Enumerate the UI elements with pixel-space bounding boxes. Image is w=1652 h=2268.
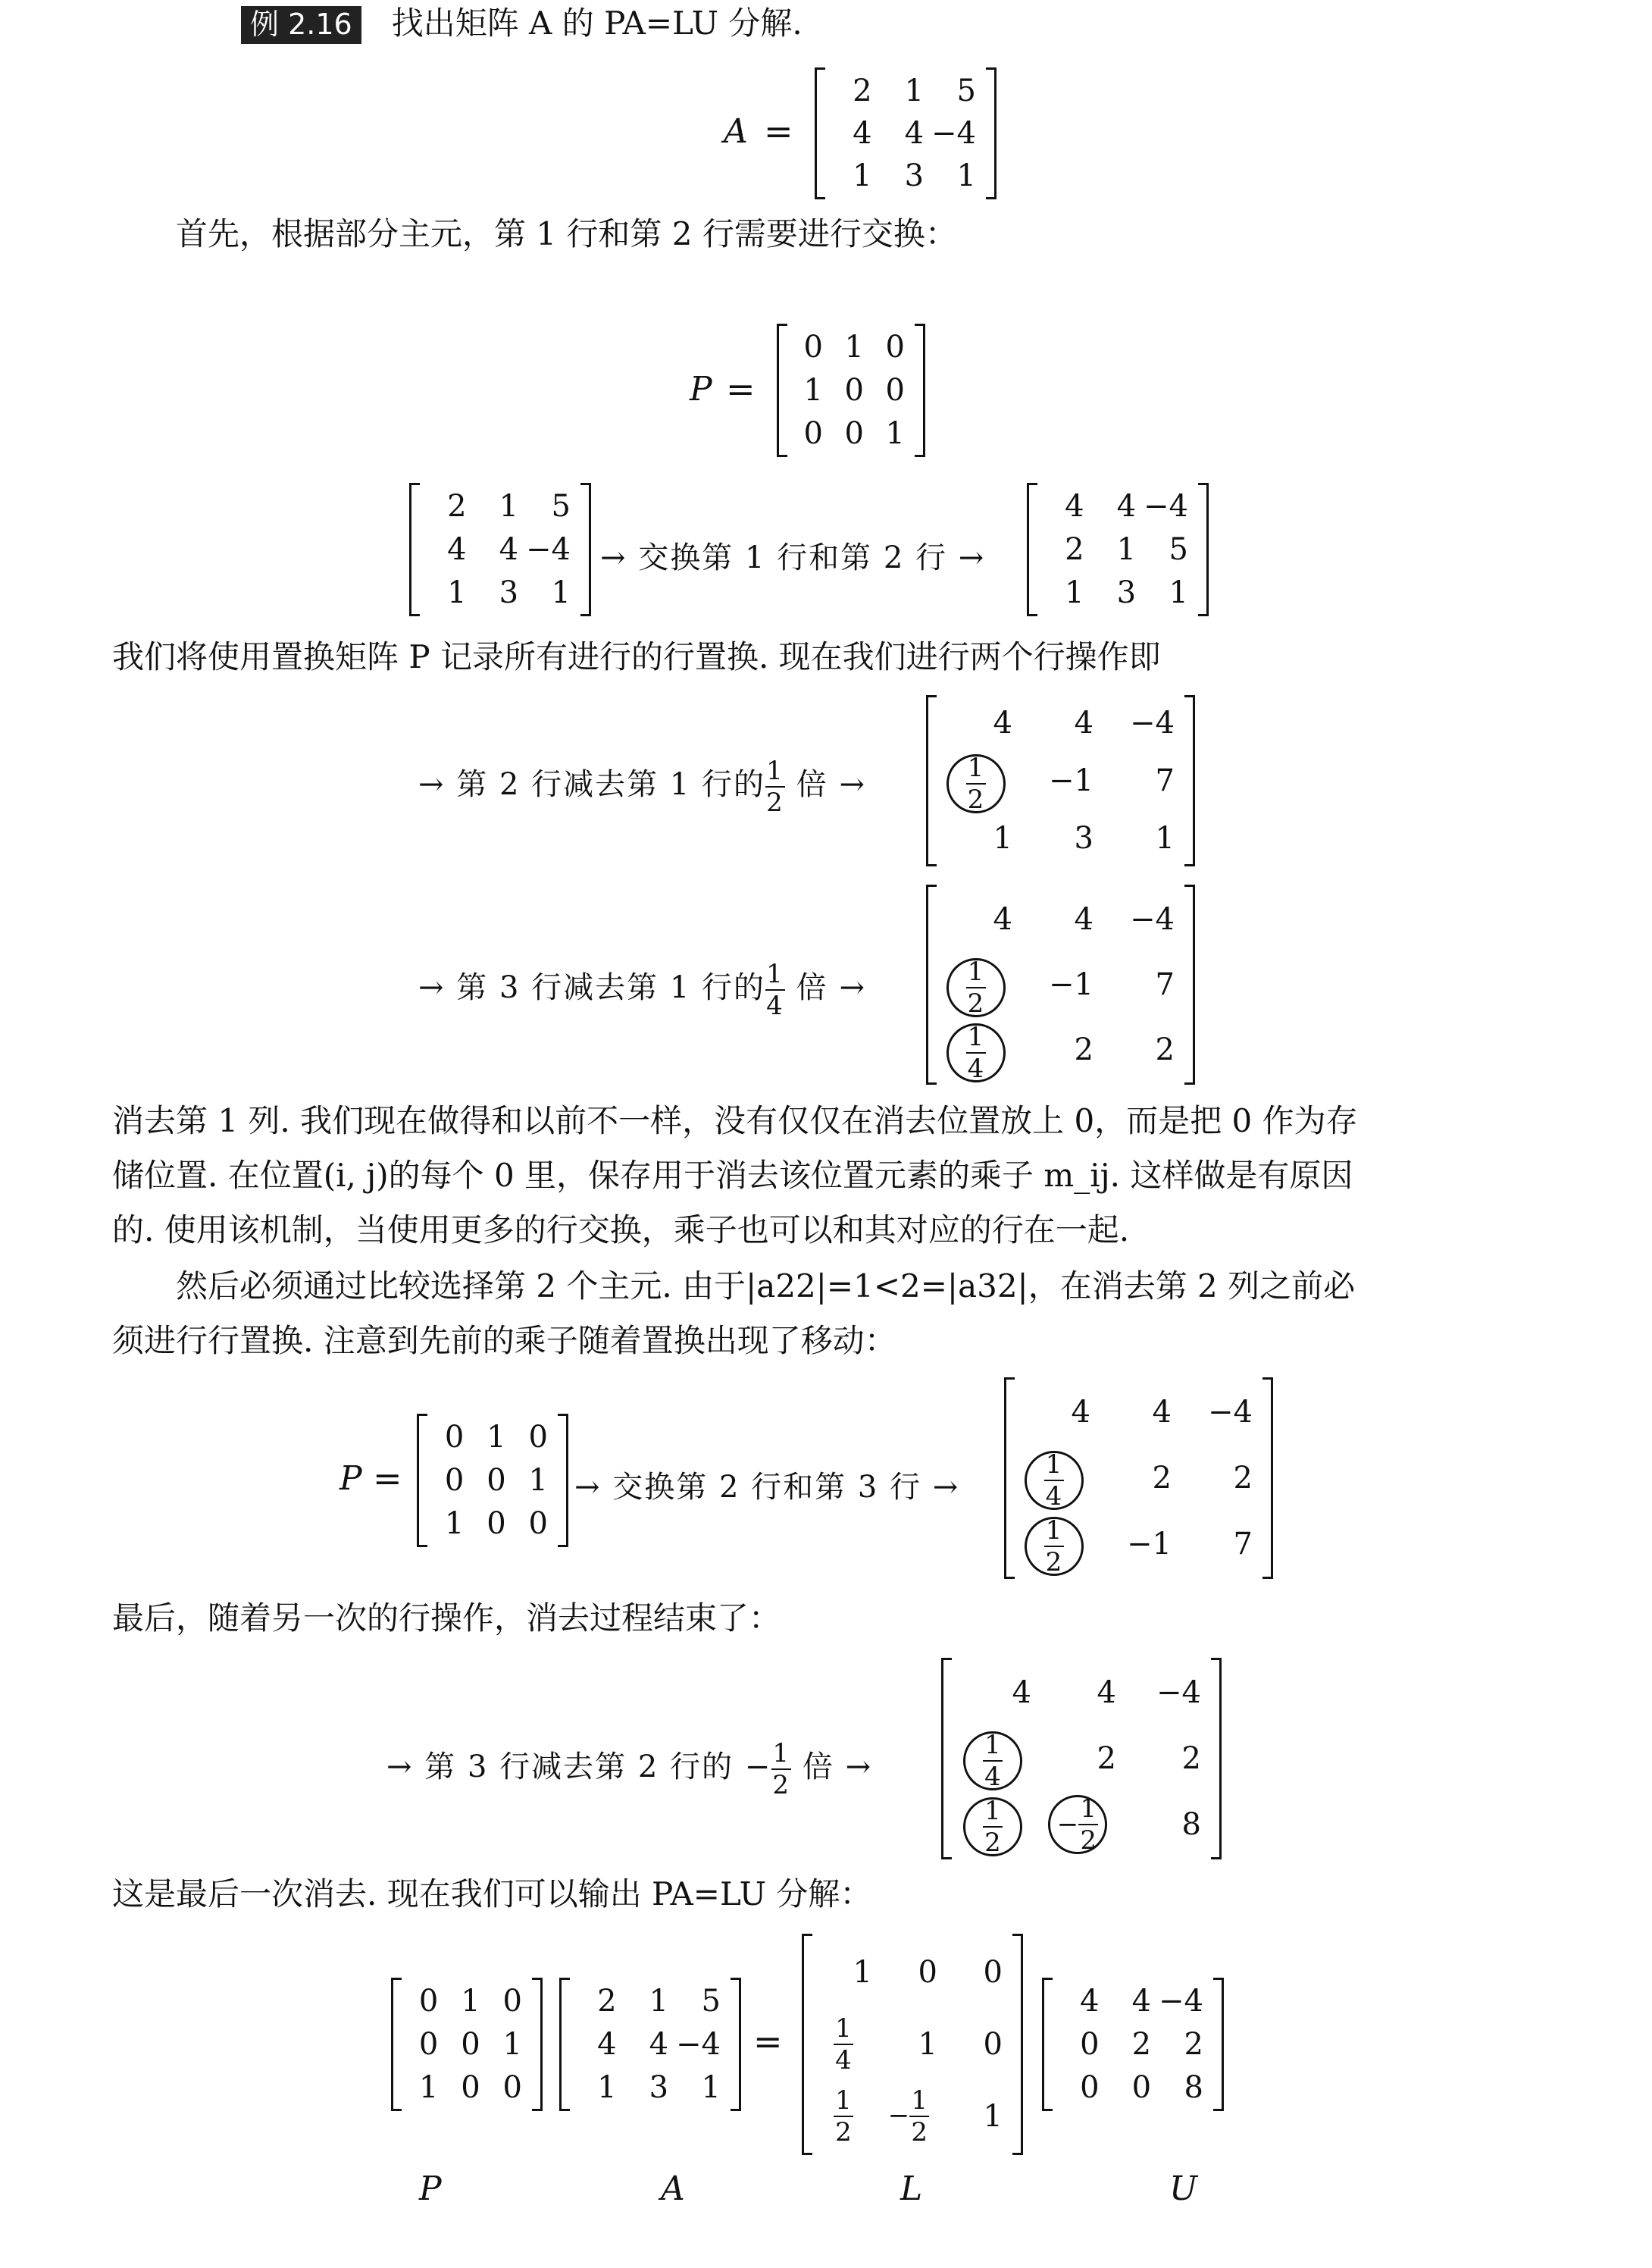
- matrix-cell: 3: [499, 575, 519, 610]
- matrix-cell: 2: [1097, 1740, 1116, 1776]
- matrix-cell: 1: [649, 1984, 669, 2019]
- matrix-cell: −4: [1159, 1984, 1203, 2019]
- matrix-cell: −4: [1144, 489, 1188, 525]
- matrix-after-op-1: [926, 697, 1195, 864]
- matrix-cell: 2: [1131, 2026, 1152, 2062]
- matrix-cell: 0: [918, 1954, 937, 1990]
- equals-sign: =: [373, 1458, 402, 1499]
- matrix-cell: −4: [1208, 1395, 1253, 1430]
- multiplier-cell: − $\frac{1}{2}$: [1039, 1795, 1124, 1854]
- matrix-cell: 1: [461, 1984, 480, 2019]
- arrow: →: [839, 767, 866, 802]
- matrix-cell: −1: [1049, 967, 1094, 1002]
- matrix-cell: 1: [885, 415, 905, 451]
- paragraph-3-line-1: 消去第 1 列. 我们现在做得和以前不一样，没有仅仅在消去位置放上 0，而是把 0 作为存: [112, 1102, 1358, 1139]
- matrix-cell: 1: [904, 74, 925, 108]
- arrow: →: [386, 1750, 414, 1784]
- matrix-cell: 0: [502, 2069, 522, 2105]
- matrix-cell: 0: [803, 330, 823, 365]
- swap-text: 交换第 1 行和第 2 行: [638, 540, 947, 575]
- matrix-cell: 5: [701, 1984, 721, 2019]
- matrix-cell: 0: [1080, 2026, 1100, 2062]
- matrix-cell: 0: [844, 415, 864, 451]
- matrix-cell: 0: [487, 1505, 506, 1541]
- matrix-cell: 0: [502, 1984, 522, 2019]
- matrix-cell: 1: [956, 158, 976, 193]
- matrix-cell: 0: [461, 2026, 480, 2062]
- example-intro: 找出矩阵 A 的 PA=LU 分解.: [391, 5, 803, 42]
- caption-U: U: [1169, 2169, 1198, 2208]
- matrix-cell: 5: [551, 489, 571, 525]
- matrix-A-before-swap: [409, 485, 591, 614]
- paragraph-3-line-2: 储位置. 在位置(i, j)的每个 0 里，保存用于消去该位置元素的乘子 m_ij. 这样做是有原因: [112, 1157, 1353, 1194]
- swap-row1-row2-label: [600, 534, 985, 577]
- arrow: →: [418, 767, 446, 802]
- matrix-cell: 3: [1074, 821, 1094, 857]
- matrix-cell: 0: [983, 1954, 1003, 1990]
- arrow: →: [839, 970, 866, 1005]
- arrow: →: [418, 970, 446, 1005]
- row-operation-2: [418, 961, 866, 1019]
- matrix-cell: 2: [1152, 1460, 1172, 1496]
- fraction: $\frac{1}{2}$: [772, 1738, 791, 1800]
- matrix-cell: −1: [1127, 1526, 1172, 1562]
- matrix-cell: $\frac{1}{4}$: [815, 2016, 880, 2073]
- matrix-cell: 1: [853, 1954, 872, 1990]
- multiplier-cell: $\frac{1}{2}$: [939, 749, 1020, 813]
- matrix-cell: 1: [844, 330, 864, 365]
- swap-text: 交换第 2 行和第 3 行: [612, 1470, 921, 1505]
- fraction: $\frac{1}{2}$: [766, 756, 784, 818]
- matrix-cell: 3: [649, 2069, 669, 2105]
- matrix-cell: 1: [918, 2026, 937, 2062]
- equals-sign: =: [764, 111, 793, 152]
- final-matrix-A: [559, 1980, 741, 2109]
- matrix-cell: 4: [993, 902, 1012, 937]
- matrix-after-op-3: [941, 1660, 1222, 1857]
- matrix-cell: −4: [1130, 902, 1175, 937]
- matrix-cell: 7: [1155, 967, 1175, 1002]
- matrix-cell: 8: [1181, 1806, 1201, 1842]
- row-operation-3: → 第 3 行减去第 2 行的 − $\frac{1}{2}$ 倍 →: [386, 1738, 873, 1800]
- matrix-cell: 0: [983, 2026, 1003, 2062]
- final-matrix-L: [802, 1936, 1023, 2153]
- matrix-cell: 4: [1116, 489, 1137, 525]
- matrix-cell: 0: [844, 372, 864, 408]
- matrix-cell: 1: [597, 2069, 617, 2105]
- matrix-cell: 1: [447, 575, 467, 610]
- matrix-cell: −4: [931, 116, 976, 151]
- arrow: →: [600, 540, 627, 575]
- matrix-cell: 0: [487, 1462, 506, 1498]
- matrix-cell: 1: [1155, 821, 1175, 857]
- times-text: 倍: [796, 767, 828, 802]
- matrix-cell: 0: [885, 372, 905, 408]
- paragraph-6: 这是最后一次消去. 现在我们可以输出 PA=LU 分解：: [112, 1875, 872, 1912]
- multiplier-cell: $\frac{1}{4}$: [1017, 1446, 1098, 1510]
- matrix-cell: 0: [803, 415, 823, 451]
- matrix-cell: 1: [1116, 531, 1137, 567]
- matrix-cell: 1: [1065, 575, 1084, 610]
- matrix-cell: 1: [444, 1505, 465, 1541]
- matrix-cell: 4: [499, 531, 519, 567]
- operation-text: 第 2 行减去第 1 行的: [456, 767, 765, 802]
- matrix-cell: −4: [526, 531, 571, 567]
- caption-P: P: [419, 2169, 442, 2208]
- example-tag: 例 2.16: [241, 6, 361, 44]
- matrix-cell: 1: [993, 821, 1012, 857]
- final-matrix-P: [391, 1980, 543, 2109]
- matrix-cell: 7: [1233, 1526, 1253, 1562]
- matrix-cell: −1: [1049, 763, 1094, 798]
- equals-sign: =: [753, 2021, 783, 2062]
- matrix-cell: 4: [1152, 1395, 1172, 1430]
- label-P: P: [690, 370, 712, 409]
- final-matrix-U: [1042, 1980, 1224, 2109]
- example-header: [241, 5, 803, 44]
- matrix-cell: 2: [1181, 1740, 1201, 1776]
- paragraph-4-line-1: 然后必须通过比较选择第 2 个主元. 由于|a22|=1<2=|a32|，在消去第 2 列之前必: [176, 1267, 1356, 1305]
- matrix-after-op-2: [926, 887, 1195, 1082]
- matrix-cell: 4: [1071, 1395, 1090, 1430]
- multiplier-cell: $\frac{1}{2}$: [954, 1792, 1039, 1856]
- matrix-cell: 3: [904, 158, 925, 193]
- matrix-cell: 0: [885, 330, 905, 365]
- matrix-cell: 0: [444, 1462, 465, 1498]
- matrix-cell: 4: [1012, 1675, 1031, 1711]
- matrix-cell: 2: [1155, 1032, 1175, 1067]
- multiplier-cell: $\frac{1}{4}$: [939, 1018, 1020, 1082]
- matrix-A: [815, 70, 997, 197]
- matrix-cell: 1: [528, 1462, 548, 1498]
- matrix-cell: 1: [551, 575, 571, 610]
- paragraph-1: 首先，根据部分主元，第 1 行和第 2 行需要进行交换：: [176, 215, 957, 252]
- matrix-cell: 2: [1065, 531, 1084, 567]
- matrix-cell: 4: [597, 2026, 617, 2062]
- operation-text: 第 3 行减去第 1 行的: [456, 970, 765, 1005]
- multiplier-cell: $\frac{1}{4}$: [954, 1726, 1039, 1790]
- matrix-cell: 0: [461, 2069, 480, 2105]
- matrix-cell: 0: [1080, 2069, 1100, 2105]
- matrix-cell: 5: [956, 74, 976, 108]
- matrix-cell: 4: [1097, 1675, 1116, 1711]
- matrix-cell: 0: [528, 1420, 548, 1455]
- caption-A: A: [661, 2169, 685, 2208]
- operation-text: 第 3 行减去第 2 行的: [424, 1750, 734, 1784]
- matrix-P-final: [417, 1416, 568, 1545]
- matrix-cell: 0: [418, 1984, 439, 2019]
- matrix-cell: 4: [1074, 902, 1094, 937]
- matrix-cell: 1: [853, 158, 872, 193]
- label-A: A: [724, 112, 748, 151]
- row-operation-1: [418, 758, 866, 816]
- matrix-cell: 1: [983, 2099, 1003, 2135]
- matrix-cell: 7: [1155, 763, 1175, 798]
- swap-row2-row3-label: [574, 1463, 959, 1506]
- matrix-cell: 4: [993, 705, 1012, 741]
- arrow: →: [574, 1470, 602, 1505]
- matrix-cell: −4: [1130, 705, 1175, 741]
- paragraph-4-line-2: 须进行行置换. 注意到先前的乘子随着置换出现了移动：: [112, 1322, 896, 1359]
- times-text: 倍: [796, 970, 828, 1005]
- paragraph-3-line-3: 的. 使用该机制，当使用更多的行交换，乘子也可以和其对应的行在一起.: [112, 1211, 1130, 1248]
- label-P: P: [339, 1459, 362, 1498]
- matrix-after-swap-1: [1027, 485, 1209, 614]
- paragraph-2: 我们将使用置换矩阵 P 记录所有进行的行置换. 现在我们进行两个行操作即: [112, 638, 1161, 675]
- arrow: →: [932, 1470, 960, 1505]
- matrix-cell: 4: [853, 116, 872, 151]
- matrix-cell: −4: [676, 2026, 721, 2062]
- matrix-cell: 1: [418, 2069, 439, 2105]
- matrix-cell: 1: [803, 372, 823, 408]
- matrix-cell: 4: [649, 2026, 669, 2062]
- matrix-cell: 8: [1184, 2069, 1203, 2105]
- matrix-cell: 1: [487, 1420, 506, 1455]
- matrix-cell: 1: [701, 2069, 721, 2105]
- matrix-cell: 0: [1131, 2069, 1152, 2105]
- arrow: →: [958, 540, 986, 575]
- matrix-cell: 2: [1074, 1032, 1094, 1067]
- matrix-cell: 0: [444, 1420, 465, 1455]
- equals-sign: =: [726, 368, 756, 409]
- matrix-cell: 1: [1169, 575, 1188, 610]
- matrix-cell: 4: [1065, 489, 1084, 525]
- matrix-cell: 1: [499, 489, 519, 525]
- arrow: →: [845, 1750, 873, 1784]
- matrix-after-swap-2: [1004, 1380, 1273, 1577]
- matrix-cell: 5: [1169, 531, 1188, 567]
- matrix-cell: −4: [1156, 1675, 1201, 1711]
- matrix-cell: 2: [447, 489, 467, 525]
- paragraph-5: 最后，随着另一次的行操作，消去过程结束了：: [112, 1599, 781, 1637]
- matrix-cell: 2: [1184, 2026, 1203, 2062]
- matrix-cell: 4: [1080, 1984, 1100, 2019]
- multiplier-cell: $\frac{1}{2}$: [1017, 1511, 1098, 1576]
- matrix-cell: 4: [904, 116, 925, 151]
- matrix-cell: $\frac{1}{2}$: [815, 2088, 880, 2145]
- matrix-cell: 1: [502, 2026, 522, 2062]
- matrix-cell: 4: [1074, 705, 1094, 741]
- times-text: 倍: [802, 1750, 834, 1784]
- matrix-cell: 2: [597, 1984, 617, 2019]
- caption-L: L: [900, 2169, 923, 2208]
- matrix-cell: 4: [1131, 1984, 1152, 2019]
- matrix-cell: 0: [418, 2026, 439, 2062]
- fraction: $\frac{1}{4}$: [766, 959, 784, 1021]
- matrix-cell: 4: [447, 531, 467, 567]
- matrix-cell: 2: [1233, 1460, 1253, 1496]
- matrix-cell: 3: [1116, 575, 1137, 610]
- matrix-cell: 2: [853, 74, 872, 108]
- matrix-cell: 0: [528, 1505, 548, 1541]
- matrix-cell: − $\frac{1}{2}$: [880, 2088, 945, 2145]
- matrix-P-initial: [777, 326, 925, 455]
- multiplier-cell: $\frac{1}{2}$: [939, 953, 1020, 1017]
